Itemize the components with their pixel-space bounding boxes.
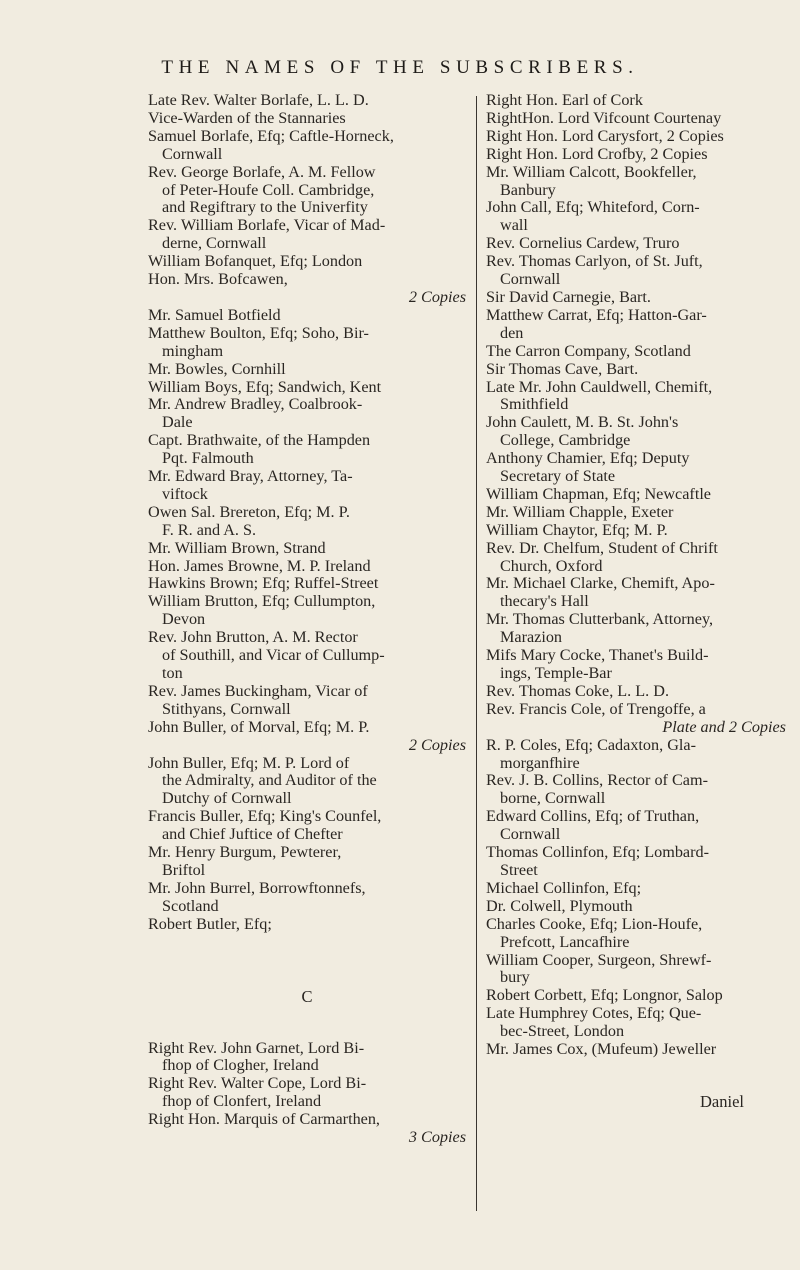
subscriber-entry xyxy=(486,898,786,916)
subscriber-entry xyxy=(486,379,786,415)
subscriber-name: Mr. John Burrel, Borrowftonnefs, xyxy=(148,878,366,897)
page-title: THE NAMES OF THE SUBSCRIBERS. xyxy=(161,57,639,78)
subscriber-name: Dr. Colwell, Plymouth xyxy=(486,896,633,915)
subscriber-continuation: Pqt. Falmouth xyxy=(162,449,254,468)
subscriber-name: Right Hon. Lord Carysfort, 2 Copies xyxy=(486,126,724,145)
subscriber-name: Rev. James Buckingham, Vicar of xyxy=(148,681,368,700)
subscriber-continuation: Stithyans, Cornwall xyxy=(162,699,291,718)
subscriber-name: William Boys, Efq; Sandwich, Kent xyxy=(148,377,382,396)
subscriber-continuation: mingham xyxy=(162,341,224,360)
subscriber-name: John Call, Efq; Whiteford, Corn- xyxy=(486,198,700,217)
subscriber-entry xyxy=(486,164,786,200)
subscriber-entry xyxy=(486,110,786,128)
subscriber-entry xyxy=(486,772,786,808)
subscriber-continuation: fhop of Clogher, Ireland xyxy=(162,1056,319,1075)
subscriber-name: Francis Buller, Efq; King's Counfel, xyxy=(148,807,382,826)
subscriber-name: Mr. Thomas Clutterbank, Attorney, xyxy=(486,610,714,629)
subscriber-entry xyxy=(486,952,786,988)
section-letter: C xyxy=(301,986,313,1006)
subscriber-entry xyxy=(148,629,466,683)
subscriber-name: John Buller, of Morval, Efq; M. P. xyxy=(148,717,370,736)
subscriber-entry xyxy=(486,450,786,486)
subscriber-entry xyxy=(486,504,786,522)
subscriber-name: Hawkins Brown; Efq; Ruffel-Street xyxy=(148,574,379,593)
subscriber-name: Sir David Carnegie, Bart. xyxy=(486,287,651,306)
subscriber-continuation: wall xyxy=(500,216,528,235)
subscriber-continuation: the Admiralty, and Auditor of the xyxy=(162,771,377,790)
subscriber-name: Late Humphrey Cotes, Efq; Que- xyxy=(486,1004,702,1023)
subscriber-entry xyxy=(148,1111,466,1147)
subscriber-continuation: Street xyxy=(500,860,538,879)
subscriber-continuation: bec-Street, London xyxy=(500,1022,625,1041)
subscriber-name: Rev. Cornelius Cardew, Truro xyxy=(486,234,680,253)
subscriber-entry xyxy=(486,1005,786,1041)
subscriber-continuation: Dale xyxy=(162,413,193,432)
subscriber-continuation: den xyxy=(500,323,524,342)
subscriber-name: Right Rev. John Garnet, Lord Bi- xyxy=(148,1038,365,1057)
subscriber-entry xyxy=(148,271,466,307)
subscriber-continuation: and Regiftrary to the Univerfity xyxy=(162,198,368,217)
subscriber-entry xyxy=(486,307,786,343)
subscriber-entry xyxy=(148,504,466,540)
subscriber-entry xyxy=(486,414,786,450)
subscriber-entry xyxy=(148,880,466,916)
subscriber-entry xyxy=(486,683,786,701)
subscriber-name: Thomas Collinfon, Efq; Lombard- xyxy=(486,843,709,862)
column-divider xyxy=(476,96,477,1211)
subscriber-name: Robert Butler, Efq; xyxy=(148,914,272,933)
subscriber-continuation: viftock xyxy=(162,484,208,503)
subscriber-entry xyxy=(486,880,786,898)
subscriber-name: Matthew Boulton, Efq; Soho, Bir- xyxy=(148,323,369,342)
subscriber-entry xyxy=(486,289,786,307)
subscriber-entry xyxy=(148,540,466,558)
subscriber-name: William Chaytor, Efq; M. P. xyxy=(486,520,668,539)
subscriber-name: Mr. Henry Burgum, Pewterer, xyxy=(148,843,342,862)
subscriber-name: Right Rev. Walter Cope, Lord Bi- xyxy=(148,1074,367,1093)
subscriber-continuation: of Southill, and Vicar of Cullump- xyxy=(162,646,385,665)
subscriber-name: Right Hon. Earl of Cork xyxy=(486,91,643,109)
subscriber-entry xyxy=(486,737,786,773)
subscriber-entry xyxy=(148,361,466,379)
subscriber-name: William Cooper, Surgeon, Shrewf- xyxy=(486,950,712,969)
copies-note: 2 Copies xyxy=(408,287,466,306)
left-column xyxy=(148,92,466,1147)
subscriber-entry xyxy=(148,164,466,218)
subscriber-name: Rev. George Borlafe, A. M. Fellow xyxy=(148,162,376,181)
subscriber-entry xyxy=(486,987,786,1005)
subscriber-name: Mr. William Brown, Strand xyxy=(148,538,326,557)
subscriber-name: Michael Collinfon, Efq; xyxy=(486,878,642,897)
left-entries-after xyxy=(148,1040,466,1147)
subscriber-entry xyxy=(148,396,466,432)
subscriber-name: Rev. Thomas Carlyon, of St. Juft, xyxy=(486,252,703,271)
subscriber-continuation: Prefcott, Lancafhire xyxy=(500,932,630,951)
subscriber-continuation: Secretary of State xyxy=(500,467,616,486)
subscriber-continuation: ings, Temple-Bar xyxy=(500,664,612,682)
subscriber-entry xyxy=(148,719,466,755)
subscriber-entry xyxy=(486,647,786,683)
subscriber-name: Rev. Thomas Coke, L. L. D. xyxy=(486,681,669,700)
copies-note: 2 Copies xyxy=(408,735,466,754)
subscriber-continuation: Church, Oxford xyxy=(500,556,603,575)
right-entries xyxy=(486,92,786,1059)
subscriber-name: Mr. Bowles, Cornhill xyxy=(148,359,286,378)
subscriber-entry xyxy=(486,235,786,253)
subscriber-name: Anthony Chamier, Efq; Deputy xyxy=(486,449,690,468)
copies-note: 3 Copies xyxy=(408,1128,466,1147)
subscriber-name: John Caulett, M. B. St. John's xyxy=(486,413,679,432)
subscriber-name: Vice-Warden of the Stannaries xyxy=(148,108,346,127)
subscriber-entry xyxy=(486,92,786,110)
subscriber-name: Mr. James Cox, (Mufeum) Jeweller xyxy=(486,1040,717,1059)
subscriber-continuation: Cornwall xyxy=(500,270,561,289)
subscriber-entry xyxy=(486,199,786,235)
subscriber-entry xyxy=(148,916,466,934)
subscriber-entry xyxy=(486,486,786,504)
subscriber-entry xyxy=(486,128,786,146)
subscriber-name: Late Mr. John Cauldwell, Chemift, xyxy=(486,377,713,396)
subscriber-continuation: ton xyxy=(162,664,183,682)
subscriber-name: Mr. Andrew Bradley, Coalbrook- xyxy=(148,395,363,414)
subscriber-name: Edward Collins, Efq; of Truthan, xyxy=(486,807,700,826)
subscriber-name: Mifs Mary Cocke, Thanet's Build- xyxy=(486,646,709,665)
subscriber-continuation: borne, Cornwall xyxy=(500,789,606,808)
subscriber-continuation: Scotland xyxy=(162,896,219,915)
subscriber-name: Right Hon. Lord Crofby, 2 Copies xyxy=(486,144,708,163)
subscriber-entry xyxy=(148,92,466,110)
subscriber-entry xyxy=(486,253,786,289)
subscriber-continuation: of Peter-Houfe Coll. Cambridge, xyxy=(162,180,375,199)
subscriber-name: Rev. William Borlafe, Vicar of Mad- xyxy=(148,216,386,235)
subscriber-entry xyxy=(148,558,466,576)
subscriber-entry xyxy=(148,217,466,253)
subscriber-continuation: Smithfield xyxy=(500,395,569,414)
subscriber-name: Owen Sal. Brereton, Efq; M. P. xyxy=(148,502,350,521)
subscriber-entry xyxy=(148,325,466,361)
subscriber-name: Mr. Edward Bray, Attorney, Ta- xyxy=(148,467,353,486)
subscriber-continuation: College, Cambridge xyxy=(500,431,631,450)
subscriber-continuation: Cornwall xyxy=(500,825,561,844)
subscriber-continuation: morganfhire xyxy=(500,753,580,772)
catchword: Daniel xyxy=(700,1092,744,1111)
subscriber-name: Samuel Borlafe, Efq; Caftle-Horneck, xyxy=(148,126,394,145)
subscriber-continuation: derne, Cornwall xyxy=(162,234,267,253)
subscriber-name: Robert Corbett, Efq; Longnor, Salop xyxy=(486,986,723,1005)
subscriber-name: John Buller, Efq; M. P. Lord of xyxy=(148,753,350,772)
subscriber-entry xyxy=(148,253,466,271)
subscriber-entry xyxy=(148,110,466,128)
subscriber-continuation: Devon xyxy=(162,610,206,629)
subscriber-name: Sir Thomas Cave, Bart. xyxy=(486,359,639,378)
subscriber-name: RightHon. Lord Vifcount Courtenay xyxy=(486,108,722,127)
subscriber-continuation: and Chief Juftice of Chefter xyxy=(162,825,343,844)
subscriber-continuation: bury xyxy=(500,968,530,987)
subscriber-name: Rev. John Brutton, A. M. Rector xyxy=(148,628,358,647)
subscriber-continuation: Cornwall xyxy=(162,144,223,163)
subscriber-entry xyxy=(486,575,786,611)
subscriber-continuation: thecary's Hall xyxy=(500,592,589,611)
subscriber-name: Hon. Mrs. Bofcawen, xyxy=(148,270,288,289)
subscriber-name: Charles Cooke, Efq; Lion-Houfe, xyxy=(486,914,703,933)
subscriber-entry xyxy=(486,701,786,737)
subscriber-entry xyxy=(486,916,786,952)
subscriber-entry xyxy=(148,844,466,880)
subscriber-entry xyxy=(486,343,786,361)
subscriber-continuation: Banbury xyxy=(500,180,556,199)
subscriber-entry xyxy=(148,128,466,164)
subscriber-entry xyxy=(486,146,786,164)
subscriber-entry xyxy=(486,540,786,576)
subscriber-entry xyxy=(148,808,466,844)
subscriber-name: William Chapman, Efq; Newcaftle xyxy=(486,484,711,503)
copies-note: Plate and 2 Copies xyxy=(662,717,786,736)
subscriber-continuation: Marazion xyxy=(500,628,563,647)
subscriber-name: Right Hon. Marquis of Carmarthen, xyxy=(148,1110,380,1129)
subscriber-name: Mr. William Chapple, Exeter xyxy=(486,502,674,521)
subscriber-entry xyxy=(148,1040,466,1076)
subscriber-entry xyxy=(148,593,466,629)
subscriber-entry xyxy=(148,683,466,719)
subscriber-entry xyxy=(148,468,466,504)
subscriber-name: Rev. Dr. Chelfum, Student of Chrift xyxy=(486,538,718,557)
subscriber-continuation: Dutchy of Cornwall xyxy=(162,789,292,808)
subscriber-entry xyxy=(148,1075,466,1111)
subscriber-name: The Carron Company, Scotland xyxy=(486,341,691,360)
subscriber-name: Mr. William Calcott, Bookfeller, xyxy=(486,162,697,181)
subscriber-continuation: Briftol xyxy=(162,860,206,879)
right-column xyxy=(486,92,786,1059)
subscriber-entry xyxy=(486,1041,786,1059)
subscriber-name: Matthew Carrat, Efq; Hatton-Gar- xyxy=(486,305,707,324)
subscriber-entry xyxy=(486,361,786,379)
subscriber-name: Capt. Brathwaite, of the Hampden xyxy=(148,431,371,450)
subscriber-name: Mr. Samuel Botfield xyxy=(148,305,281,324)
subscriber-entry xyxy=(148,379,466,397)
subscriber-continuation: fhop of Clonfert, Ireland xyxy=(162,1092,322,1111)
subscriber-entry xyxy=(148,432,466,468)
subscriber-name: William Brutton, Efq; Cullumpton, xyxy=(148,592,376,611)
subscriber-entry xyxy=(486,522,786,540)
subscriber-name: Rev. J. B. Collins, Rector of Cam- xyxy=(486,771,708,790)
subscriber-entry xyxy=(486,808,786,844)
subscriber-name: Mr. Michael Clarke, Chemift, Apo- xyxy=(486,574,715,593)
subscriber-entry xyxy=(148,755,466,809)
subscriber-entry xyxy=(486,844,786,880)
subscriber-name: Late Rev. Walter Borlafe, L. L. D. xyxy=(148,91,369,109)
subscriber-name: R. P. Coles, Efq; Cadaxton, Gla- xyxy=(486,735,696,754)
left-entries xyxy=(148,92,466,934)
subscriber-name: Rev. Francis Cole, of Trengoffe, a xyxy=(486,699,706,718)
subscriber-name: William Bofanquet, Efq; London xyxy=(148,252,363,271)
subscriber-name: Hon. James Browne, M. P. Ireland xyxy=(148,556,371,575)
subscriber-entry xyxy=(486,611,786,647)
subscriber-entry xyxy=(148,307,466,325)
subscriber-entry xyxy=(148,575,466,593)
subscriber-continuation: F. R. and A. S. xyxy=(162,520,257,539)
